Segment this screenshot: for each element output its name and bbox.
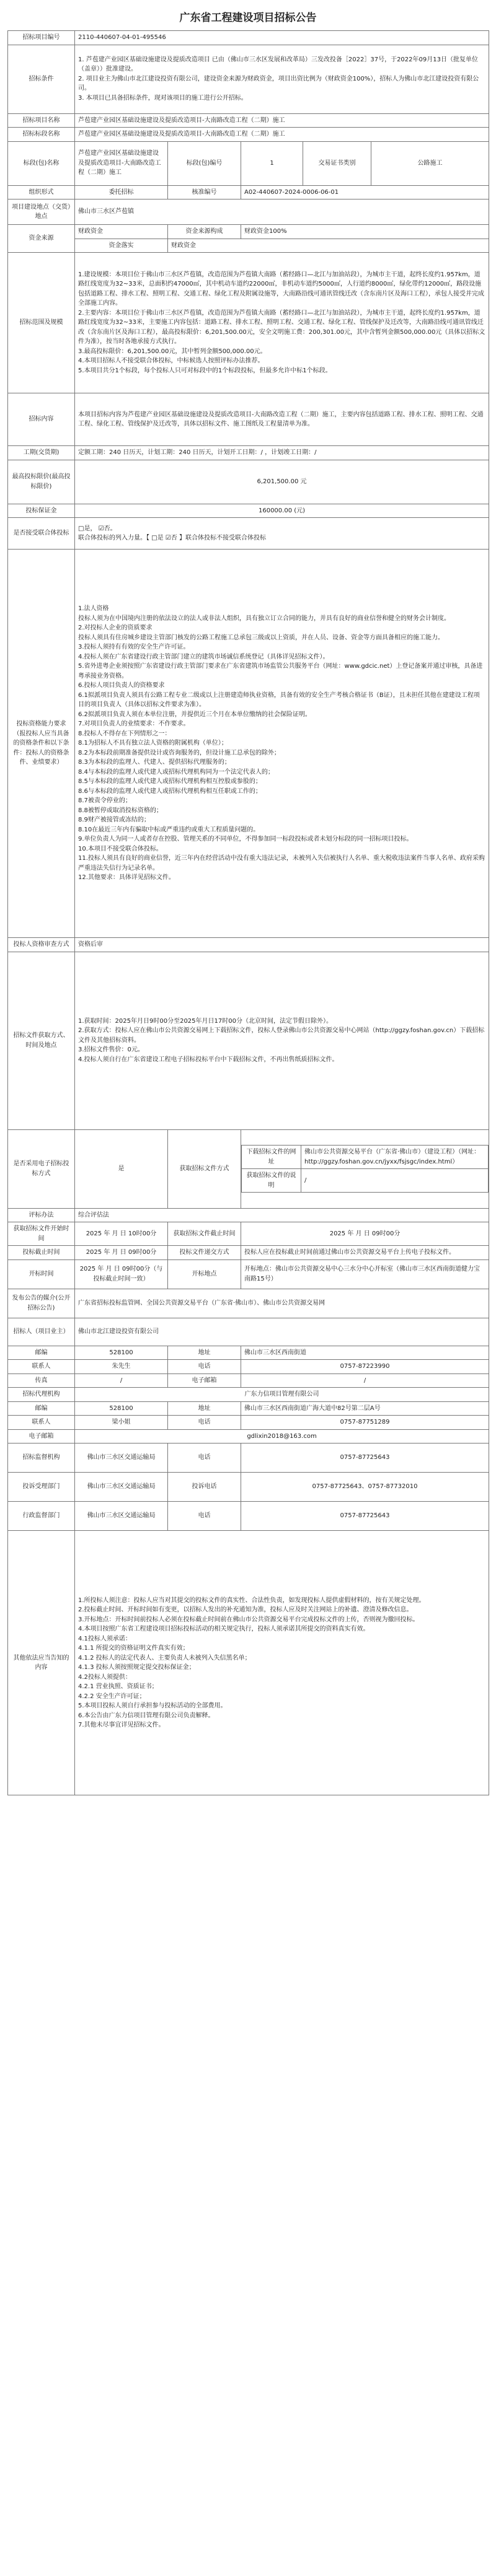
label-tenderer: 招标人（项目业主） <box>8 1318 75 1346</box>
value-max-price: 6,201,500.00 元 <box>75 460 489 504</box>
qualification-item: 8.2为本标段前期准备提供设计或咨询服务的，但设计施工总承包的除外； <box>78 749 280 756</box>
get-url-value[interactable]: 佛山市公共资源交易平台（广东省·佛山市）（建设工程）（网址：http://ggzy.foshan.gov.cn/jyxx/fsjsgc/index.html） <box>301 1146 489 1169</box>
value-eval: 综合评估法 <box>75 1208 489 1222</box>
row-project-code <box>8 31 489 45</box>
label-publish: 发布公告的媒介(公开招标公告) <box>8 1289 75 1318</box>
get-note-label: 获取招标文件的说明 <box>242 1169 301 1193</box>
get-method-table <box>241 1145 489 1193</box>
value-agent-post: 528100 <box>75 1401 168 1416</box>
row-project-name <box>8 113 489 128</box>
label-project-name: 招标项目名称 <box>8 113 75 128</box>
value-funding-implemented: 财政资金 <box>168 239 489 253</box>
value-section-name: 芦苞建产业园区基础设施建设及提质改造项目-大南路改造工程（二期）施工 <box>75 128 489 142</box>
qualification-item: 8.7被责令停业的； <box>78 797 131 805</box>
label-qualification: 投标资格能力要求（报投标人应当具备的资格条件和以下条件：投标人的资格条件、业绩要求） <box>8 550 75 938</box>
value-project-code: 2110-440607-04-01-495546 <box>75 31 489 45</box>
value-scope <box>75 253 489 393</box>
other-item: 4.2.1 营业执照、资质证书； <box>78 1683 158 1690</box>
label-cert-type: 交易证书类别 <box>303 141 371 185</box>
row-publish <box>8 1289 489 1318</box>
value-agent-email: gdlixin2018@163.com <box>75 1429 489 1444</box>
consortium-yes: □是， <box>78 525 97 532</box>
value-tender-conditions: 1. 芦苞建产业园区基础设施建设及提质改造项目 已由（佛山市三水区发展和改革局）三发改投备［2022］37号，于2022年09月13日（批复单位（盖章））批准建设。 2. 项目业主为佛山市北江建设投资有限公司，建设资金来源为财政资金，项目出资比例为（财政资金100%），招标人为佛山市北江建设投资有限公司。 3. 本项目已具备招标条件，现对该项目的施工进行公开招标。 <box>75 45 489 113</box>
value-section-code: 1 <box>241 141 303 185</box>
qualification-item: 8.投标人不得存在下列情形之一： <box>78 730 171 737</box>
value-doc-get: 1.获取时间：2025年月日9时00分至2025年月日17时00分（北京时间，法定节假日除外）。 2.获取方式：投标人应在佛山市公共资源交易网上下载招标文件，投标人登录佛山市公共资源交易中心网站（http://ggzy.foshan.gov.cn）下载招标文件及其他招标资料。 3.招标文件售价：0元。 4.投标人须自行在广东省建设工程电子招标投标平台中下载招标文件，不再出售纸质招标文件。 <box>75 952 489 1129</box>
value-deadline: 2025 年 月 日 09时00分 <box>75 1246 168 1260</box>
other-item: 4.1.3 投标人须按照规定提交投标保证金； <box>78 1664 195 1671</box>
label-agent-phone: 电话 <box>168 1416 241 1430</box>
value-supervisor-phone: 0757-87725643 <box>241 1444 489 1473</box>
label-tenderer-fax: 传真 <box>8 1373 75 1388</box>
label-supervisor-phone: 电话 <box>168 1444 241 1473</box>
row-get-times <box>8 1222 489 1246</box>
label-approval: 核准编号 <box>168 185 241 199</box>
other-item: 4.2投标人须提供： <box>78 1673 131 1681</box>
value-method: 资格后审 <box>75 938 489 952</box>
page-title: 广东省工程建设项目招标公告 <box>179 12 317 24</box>
other-item: 2.投标截止时间、开标时间如有变更，以招标人发出的补充通知为准，投标人应及时关注网站上的补遗、澄清及修改信息。 <box>78 1606 413 1613</box>
label-supervisor: 招标监督机构 <box>8 1444 75 1473</box>
qualification-item: 2.对投标人企业的资质要求 <box>78 624 153 632</box>
row-electronic <box>8 1129 489 1208</box>
label-electronic: 是否采用电子招标投标方式 <box>8 1129 75 1208</box>
value-tenderer-fax: / <box>75 1373 168 1388</box>
row-max-price <box>8 460 489 504</box>
value-schedule: 定额工期：240 日历天，计划工期：240 日历天，计划开工日期：/ ，计划竣工日期：/ <box>75 446 489 460</box>
row-supervisor <box>8 1444 489 1473</box>
label-scope: 招标范围及规模 <box>8 253 75 393</box>
other-item: 4.1投标人须承诺： <box>78 1635 131 1642</box>
value-funding-ratio: 财政资金100% <box>241 225 489 239</box>
qualification-item: 6.2拟派项目负责人须在本单位注册，并提供近三个月在本单位缴纳的社会保险证明。 <box>78 711 311 718</box>
row-agency <box>8 185 489 199</box>
row-tenderer-addr <box>8 1346 489 1360</box>
scope-notes: 5.本项目共分1个标段，每个投标人只可对标段中的1个标段投标，但最多允许中标1个标段。 <box>78 367 332 374</box>
label-method: 投标人资格审查方式 <box>8 938 75 952</box>
qualification-item: 6.投标人项目负责人的资格要求 <box>78 682 165 690</box>
value-qualification <box>75 550 489 938</box>
label-get-start: 获取招标文件开始时间 <box>8 1222 75 1246</box>
value-cert-type: 公路施工 <box>371 141 489 185</box>
label-section-name: 招标标段名称 <box>8 128 75 142</box>
value-get-end: 2025 年 月 日 09时00分 <box>241 1222 489 1246</box>
other-item: 1.所投标人须注意：投标人应当对其提交的投标文件的真实性、合法性负责，如发现投标人提供虚假材料的，按有关规定处理。 <box>78 1597 425 1604</box>
value-agency: 委托招标 <box>75 185 168 199</box>
label-funding-ratio: 资金来源构成 <box>168 225 241 239</box>
row-method <box>8 938 489 952</box>
qualification-item: 投标人须为在中国境内注册的依法设立的法人或非法人组织，具有独立订立合同的能力，并具有良好的商业信誉和健全的财务会计制度。 <box>78 615 450 622</box>
announcement-page <box>7 0 489 1808</box>
qualification-item: 3.投标人须持有有效的安全生产许可证。 <box>78 644 190 651</box>
consortium-no: ☑否。 <box>98 525 117 532</box>
label-section-code: 标段(包)编号 <box>168 141 241 185</box>
value-bid-content: 本项目招标内容为芦苞建产业园区基础设施建设及提质改造项目-大南路改造工程（二期）施工，主要内容包括道路工程、排水工程、照明工程、交通工程、绿化工程、管线保护及迁改等，具体以招标文件、施工图纸及工程量清单为准。 <box>75 393 489 446</box>
qualification-item: 10.本项目不接受联合体投标。 <box>78 845 162 852</box>
label-admin-sup-phone: 电话 <box>168 1502 241 1531</box>
row-schedule <box>8 446 489 460</box>
label-open-place: 开标地点 <box>168 1260 241 1289</box>
value-agent-addr: 佛山市三水区西南街道广海大道中82号第二层A号 <box>241 1401 489 1416</box>
scope-winners: 4.本项目招标人不接受联合体投标，中标候选人按照评标办法推荐。 <box>78 357 264 365</box>
qualification-list <box>78 604 485 883</box>
value-tenderer: 佛山市北江建设投资有限公司 <box>75 1318 489 1346</box>
qualification-item: 8.8被暂停或取消投标资格的； <box>78 807 162 814</box>
value-electronic: 是 <box>75 1129 168 1208</box>
label-get-method: 获取招标文件方式 <box>168 1129 241 1208</box>
row-funding-implemented <box>8 239 489 253</box>
qualification-item: 8.9财产被接管或冻结的； <box>78 817 150 824</box>
announcement-table <box>7 30 489 1795</box>
label-tenderer-email: 电子邮箱 <box>168 1373 241 1388</box>
value-agent-phone: 0757-87751289 <box>241 1416 489 1430</box>
qualification-item: 12.其他要求：具体详见招标文件。 <box>78 874 175 882</box>
qualification-item: 5.省外进粤企业须按照广东省建设行政主管部门要求在广东省建筑市场监管公共服务平台（网址：www.gdcic.net）上登记备案并通过审核，具备进粤承接业务资格。 <box>78 663 483 680</box>
label-consortium: 是否接受联合体投标 <box>8 518 75 550</box>
label-other: 其他依法应当告知的内容 <box>8 1531 75 1795</box>
label-tenderer-phone: 电话 <box>168 1360 241 1374</box>
scope-bid: 3.最高投标限价：6,201,500.00元，其中暂列金额500,000.00元。 <box>78 348 267 355</box>
label-tenderer-contact: 联系人 <box>8 1360 75 1374</box>
label-section: 标段(包)名称 <box>8 141 75 185</box>
label-deposit: 投标保证金 <box>8 504 75 518</box>
value-tenderer-post: 528100 <box>75 1346 168 1360</box>
scope-plan: 2.主要内容：本项目位于佛山市三水区芦苞镇，改造范围为芦苞镇大南路（蓄经路口—北江与加油站段），为城市主干道，起终长度约1.957km，道路红线宽度为32~33米，主要施工内容包括：道路工程、排水工程、照明工程、交通工程、绿化工程、管线保护及迁改等，大南路沿线可通讯管线迁改（含东南片区及海口工程），最高投标限价：6,201,500.00元，安全文明施工费：200,301.00元，其中含暂列金额500,000.00元（具体以招标文件为准），按当时各地承接方式执行。 <box>78 309 485 346</box>
qualification-item: 4.投标人须在广东省建设行政主管部门建立的建筑市场诚信系统登记（具体详见招标文件）。 <box>78 653 329 660</box>
value-approval: A02-440607-2024-0006-06-01 <box>241 185 489 199</box>
qualification-item: 8.1为招标人不具有独立法人资格的附属机构（单位）； <box>78 740 228 747</box>
row-open <box>8 1260 489 1289</box>
value-tenderer-addr: 佛山市三水区西南街道 <box>241 1346 489 1360</box>
label-agent: 招标代理机构 <box>8 1388 75 1402</box>
qualification-item: 8.10在最近三年内有骗取中标或严重违约或重大工程质量问题的。 <box>78 826 260 833</box>
qualification-item: 8.5与本标段的监理人或代建人或招标代理机构相互控股或参股的； <box>78 778 262 786</box>
qualification-item: 8.4与本标段的监理人或代建人或招标代理机构同为一个法定代表人的； <box>78 768 274 776</box>
value-admin-sup: 佛山市三水区交通运输局 <box>75 1502 168 1531</box>
label-agency: 组织形式 <box>8 185 75 199</box>
row-agent-email <box>8 1429 489 1444</box>
consortium-note: 联合体投标的列入力量。【 □是 ☑否 】联合体投标不接受联合体投标 <box>78 535 266 541</box>
row-eval <box>8 1208 489 1222</box>
row-other <box>8 1531 489 1795</box>
row-qualification <box>8 550 489 938</box>
row-consortium <box>8 518 489 550</box>
value-complaint-phone: 0757-87725643、0757-87732010 <box>241 1473 489 1502</box>
value-agent: 广东力信项目管理有限公司 <box>75 1388 489 1402</box>
value-complaint: 佛山市三水区交通运输局 <box>75 1473 168 1502</box>
label-funding: 资金来源 <box>8 225 75 253</box>
label-max-price: 最高投标限价(最高投标限价) <box>8 460 75 504</box>
value-funding-source: 财政资金 <box>75 225 168 239</box>
label-funding-implemented: 资金落实 <box>75 239 168 253</box>
value-deposit: 160000.00 (元) <box>75 504 489 518</box>
qualification-item: 投标人须具有住房城乡建设主管部门核发的公路工程施工总承包三级或以上资质，并在人员、设备、资金等方面具备相应的施工能力。 <box>78 634 444 641</box>
row-deposit <box>8 504 489 518</box>
label-agent-addr: 地址 <box>168 1401 241 1416</box>
value-submit: 投标人应在投标截止时间前通过佛山市公共资源交易平台上传电子投标文件。 <box>241 1246 489 1260</box>
label-complaint: 投诉受理部门 <box>8 1473 75 1502</box>
other-list <box>78 1596 485 1730</box>
value-other <box>75 1531 489 1795</box>
other-item: 4.1.2 投标人的法定代表人、主要负责人未被列入失信黑名单； <box>78 1654 251 1662</box>
row-tender-conditions <box>8 45 489 113</box>
value-publish: 广东省招标投标监管网、全国公共资源交易平台（广东省·佛山市）、佛山市公共资源交易网 <box>75 1289 489 1318</box>
qualification-item: 1.法人资格 <box>78 605 109 613</box>
label-admin-sup: 行政监督部门 <box>8 1502 75 1531</box>
label-project-code: 招标项目编号 <box>8 31 75 45</box>
value-get-start: 2025 年 月 日 10时00分 <box>75 1222 168 1246</box>
other-item: 4.2.2 安全生产许可证； <box>78 1693 146 1700</box>
value-open-place: 开标地点：佛山市公共资源交易中心三水分中心开标室（佛山市三水区西南街道健力宝南路15号） <box>241 1260 489 1289</box>
label-deadline: 投标截止时间 <box>8 1246 75 1260</box>
value-agent-contact: 梁小姐 <box>75 1416 168 1430</box>
get-url-label: 下载招标文件的网址 <box>242 1146 301 1169</box>
row-scope <box>8 253 489 393</box>
row-tenderer-fax <box>8 1373 489 1388</box>
label-bid-content: 招标内容 <box>8 393 75 446</box>
value-admin-sup-phone: 0757-87725643 <box>241 1502 489 1531</box>
label-agent-contact: 联系人 <box>8 1416 75 1430</box>
value-tenderer-email: / <box>241 1373 489 1388</box>
label-eval: 评标办法 <box>8 1208 75 1222</box>
row-funding-source <box>8 225 489 239</box>
scope-scale: 1.建设规模：本项目位于佛山市三水区芦苞镇，改造范围为芦苞镇大南路（蓄经路口—北江与加油站段），为城市主干道，起终长度约1.957km，道路红线宽度为32~33米，总面积约47000㎡，其中机动车道约22000㎡，非机动车道约5000㎡，人行道约8000㎡，绿化带约12000㎡，路段设施包括道路工程、排水工程、照明工程、交通工程、绿化工程及附属设施等，大南路沿线可通讯管线迁改（含东南片区及海口工程），承包人接受并完成全部施工内容。 <box>78 271 484 307</box>
value-tenderer-phone: 0757-87223990 <box>241 1360 489 1374</box>
label-tender-conditions: 招标条件 <box>8 45 75 113</box>
other-item: 4.本项目按照广东省工程建设项目招标投标活动的相关规定执行，投标人须承诺其所提交的资料真实有效。 <box>78 1626 370 1632</box>
label-submit: 投标文件递交方式 <box>168 1246 241 1260</box>
row-admin-sup <box>8 1502 489 1531</box>
row-section <box>8 141 489 185</box>
label-schedule: 工期(交货期) <box>8 446 75 460</box>
value-location: 佛山市三水区芦苞镇 <box>75 199 489 225</box>
row-agent-title <box>8 1388 489 1402</box>
label-agent-email: 电子邮箱 <box>8 1429 75 1444</box>
row-deadline <box>8 1246 489 1260</box>
label-complaint-phone: 投诉电话 <box>168 1473 241 1502</box>
qualification-item: 11.投标人须具有良好的商业信誉，近三年内在经营活动中没有重大违法记录，未被列入失信被执行人名单、重大税收违法案件当事人名单、政府采购严重违法失信行为记录名单。 <box>78 855 485 872</box>
label-doc-get: 招标文件获取方式、时间及地点 <box>8 952 75 1129</box>
other-item: 5.本项目投标人须自行承担参与投标活动的全部费用。 <box>78 1702 227 1709</box>
qualification-item: 6.1拟派项目负责人须具有公路工程专业二级或以上注册建造师执业资格，具备有效的安全生产考核合格证书（B证），且未担任其他在建建设工程项目的项目负责人（具体以招标文件要求为准）。 <box>78 691 480 709</box>
value-project-name: 芦苞建产业园区基础设施建设及提质改造项目-大南路改造工程（二期）施工 <box>75 113 489 128</box>
row-agent-addr <box>8 1401 489 1416</box>
value-open: 2025 年 月 日 09时00分（与投标截止时间一致） <box>75 1260 168 1289</box>
get-method-row <box>242 1169 489 1193</box>
row-tenderer-title <box>8 1318 489 1346</box>
value-tenderer-contact: 朱先生 <box>75 1360 168 1374</box>
value-supervisor: 佛山市三水区交通运输局 <box>75 1444 168 1473</box>
qualification-item: 9.单位负责人为同一人或者存在控股、管理关系的不同单位，不得参加同一标段投标或者未划分标段的同一招标项目投标。 <box>78 836 413 843</box>
row-doc-get <box>8 952 489 1129</box>
get-method-row <box>242 1146 489 1169</box>
other-item: 6.本公告由广东力信项目管理有限公司负责解释。 <box>78 1712 215 1719</box>
label-location: 项目建设地点（交货）地点 <box>8 199 75 225</box>
get-note-value: / <box>301 1169 489 1193</box>
other-item: 4.1.1 所提交的资格证明文件真实有效； <box>78 1645 189 1652</box>
other-item: 3.开标地点：开标时间前投标人必须在投标截止时间前在佛山市公共资源交易平台完成投标文件的上传，否则视为撤回投标。 <box>78 1616 419 1623</box>
qualification-item: 7.对项目负责人的业绩要求：不作要求。 <box>78 721 190 728</box>
row-tenderer-contact <box>8 1360 489 1374</box>
row-location <box>8 199 489 225</box>
qualification-item: 8.6与本标段的监理人或代建人或招标代理机构相互任职或工作的； <box>78 787 262 795</box>
label-open: 开标时间 <box>8 1260 75 1289</box>
value-consortium <box>75 518 489 550</box>
value-get-method <box>241 1129 489 1208</box>
label-tenderer-post: 邮编 <box>8 1346 75 1360</box>
label-agent-post: 邮编 <box>8 1401 75 1416</box>
row-section-name <box>8 128 489 142</box>
value-section: 芦苞建产业园区基础设施建设及提质改造项目-大南路改造工程（二期）施工 <box>75 141 168 185</box>
row-complaint <box>8 1473 489 1502</box>
row-agent-contact <box>8 1416 489 1430</box>
row-bid-content <box>8 393 489 446</box>
qualification-item: 8.3为本标段的监理人、代建人、提供招标代理服务的； <box>78 759 231 766</box>
other-item: 7.其他未尽事宜详见招标文件。 <box>78 1722 165 1728</box>
label-tenderer-addr: 地址 <box>168 1346 241 1360</box>
label-get-end: 获取招标文件截止时间 <box>168 1222 241 1246</box>
